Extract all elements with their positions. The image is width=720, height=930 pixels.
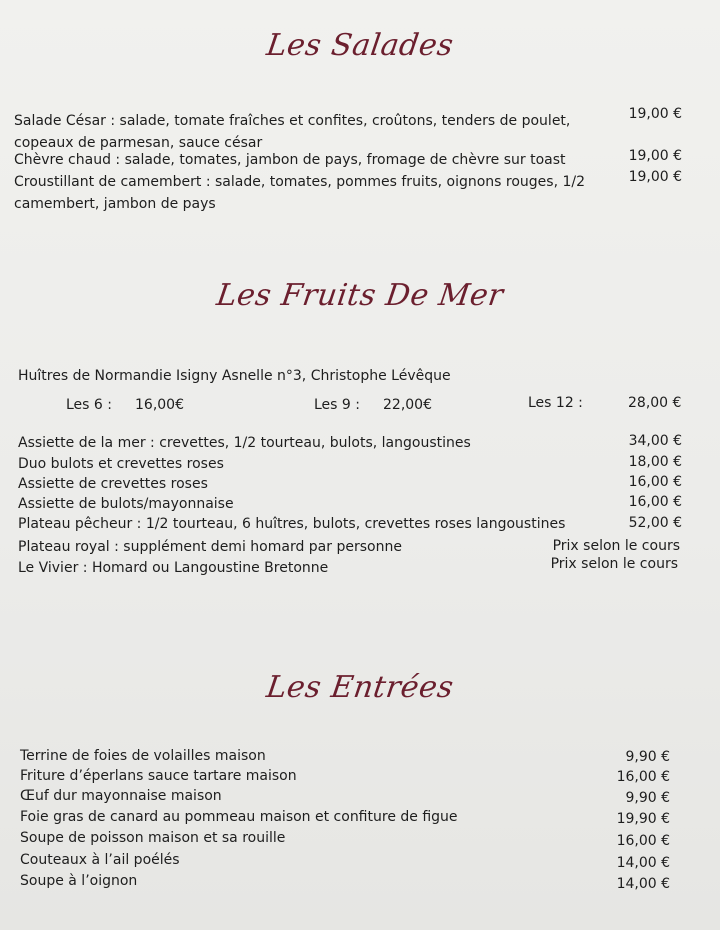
- assiette-bulots-price: 16,00 €: [628, 494, 682, 510]
- terrine-price: 9,90 €: [625, 749, 670, 765]
- plateau-royal-name: Plateau royal : supplément demi homard par personne: [18, 539, 402, 555]
- oeuf-dur-price: 9,90 €: [625, 790, 670, 806]
- salade-cesar-name: Salade César : salade, tomate fraîches et confites, croûtons, tenders de poulet, copeaux de parmesan, sauce césar: [14, 113, 571, 151]
- soupe-poisson-price: 16,00 €: [616, 833, 670, 849]
- huitres-name: Huîtres de Normandie Isigny Asnelle n°3, Christophe Lévêque: [18, 368, 451, 384]
- duo-bulots-price: 18,00 €: [628, 454, 682, 470]
- le-vivier-price: Prix selon le cours: [550, 556, 678, 572]
- soupe-poisson-name: Soupe de poisson maison et sa rouille: [20, 830, 286, 846]
- friture-price: 16,00 €: [616, 769, 670, 785]
- couteaux-price: 14,00 €: [616, 855, 670, 871]
- assiette-mer-price: 34,00 €: [628, 433, 682, 449]
- salade-cesar-price: 19,00 €: [628, 106, 682, 122]
- chevre-chaud-price: 19,00 €: [628, 148, 682, 164]
- entrees-heading: Les Entrées: [264, 670, 456, 705]
- couteaux-name: Couteaux à l’ail poélés: [20, 852, 180, 868]
- soupe-oignon-name: Soupe à l’oignon: [20, 873, 138, 889]
- huitres-9-price: 22,00€: [383, 397, 432, 413]
- terrine-name: Terrine de foies de volailles maison: [20, 748, 266, 764]
- croustillant-camembert-price: 19,00 €: [628, 169, 682, 185]
- assiette-crevettes-name: Assiette de crevettes roses: [18, 476, 208, 492]
- le-vivier-name: Le Vivier : Homard ou Langoustine Bretonne: [18, 560, 329, 576]
- friture-name: Friture d’éperlans sauce tartare maison: [20, 768, 297, 784]
- chevre-chaud-name: Chèvre chaud : salade, tomates, jambon de pays, fromage de chèvre sur toast: [14, 152, 566, 168]
- huitres-6-price: 16,00€: [135, 397, 184, 413]
- duo-bulots-name: Duo bulots et crevettes roses: [18, 456, 224, 472]
- plateau-pecheur-name: Plateau pêcheur : 1/2 tourteau, 6 huîtres, bulots, crevettes roses langoustines: [18, 516, 566, 532]
- soupe-oignon-price: 14,00 €: [616, 876, 670, 892]
- assiette-mer-name: Assiette de la mer : crevettes, 1/2 tourteau, bulots, langoustines: [18, 435, 471, 451]
- salades-heading: Les Salades: [264, 28, 456, 63]
- oeuf-dur-name: Œuf dur mayonnaise maison: [20, 788, 222, 804]
- huitres-12-label: Les 12 :: [528, 395, 583, 411]
- huitres-12-price: 28,00 €: [628, 395, 682, 411]
- plateau-pecheur-price: 52,00 €: [628, 515, 682, 531]
- huitres-6-label: Les 6 :: [66, 397, 112, 413]
- assiette-bulots-name: Assiette de bulots/mayonnaise: [18, 496, 234, 512]
- assiette-crevettes-price: 16,00 €: [628, 474, 682, 490]
- foie-gras-price: 19,90 €: [616, 811, 670, 827]
- foie-gras-name: Foie gras de canard au pommeau maison et confiture de figue: [20, 809, 458, 825]
- huitres-9-label: Les 9 :: [314, 397, 360, 413]
- croustillant-camembert-name: Croustillant de camembert : salade, tomates, pommes fruits, oignons rouges, 1/2 camembert, jambon de pays: [14, 174, 586, 212]
- fruits-de-mer-heading: Les Fruits De Mer: [214, 278, 506, 313]
- plateau-royal-price: Prix selon le cours: [552, 538, 680, 554]
